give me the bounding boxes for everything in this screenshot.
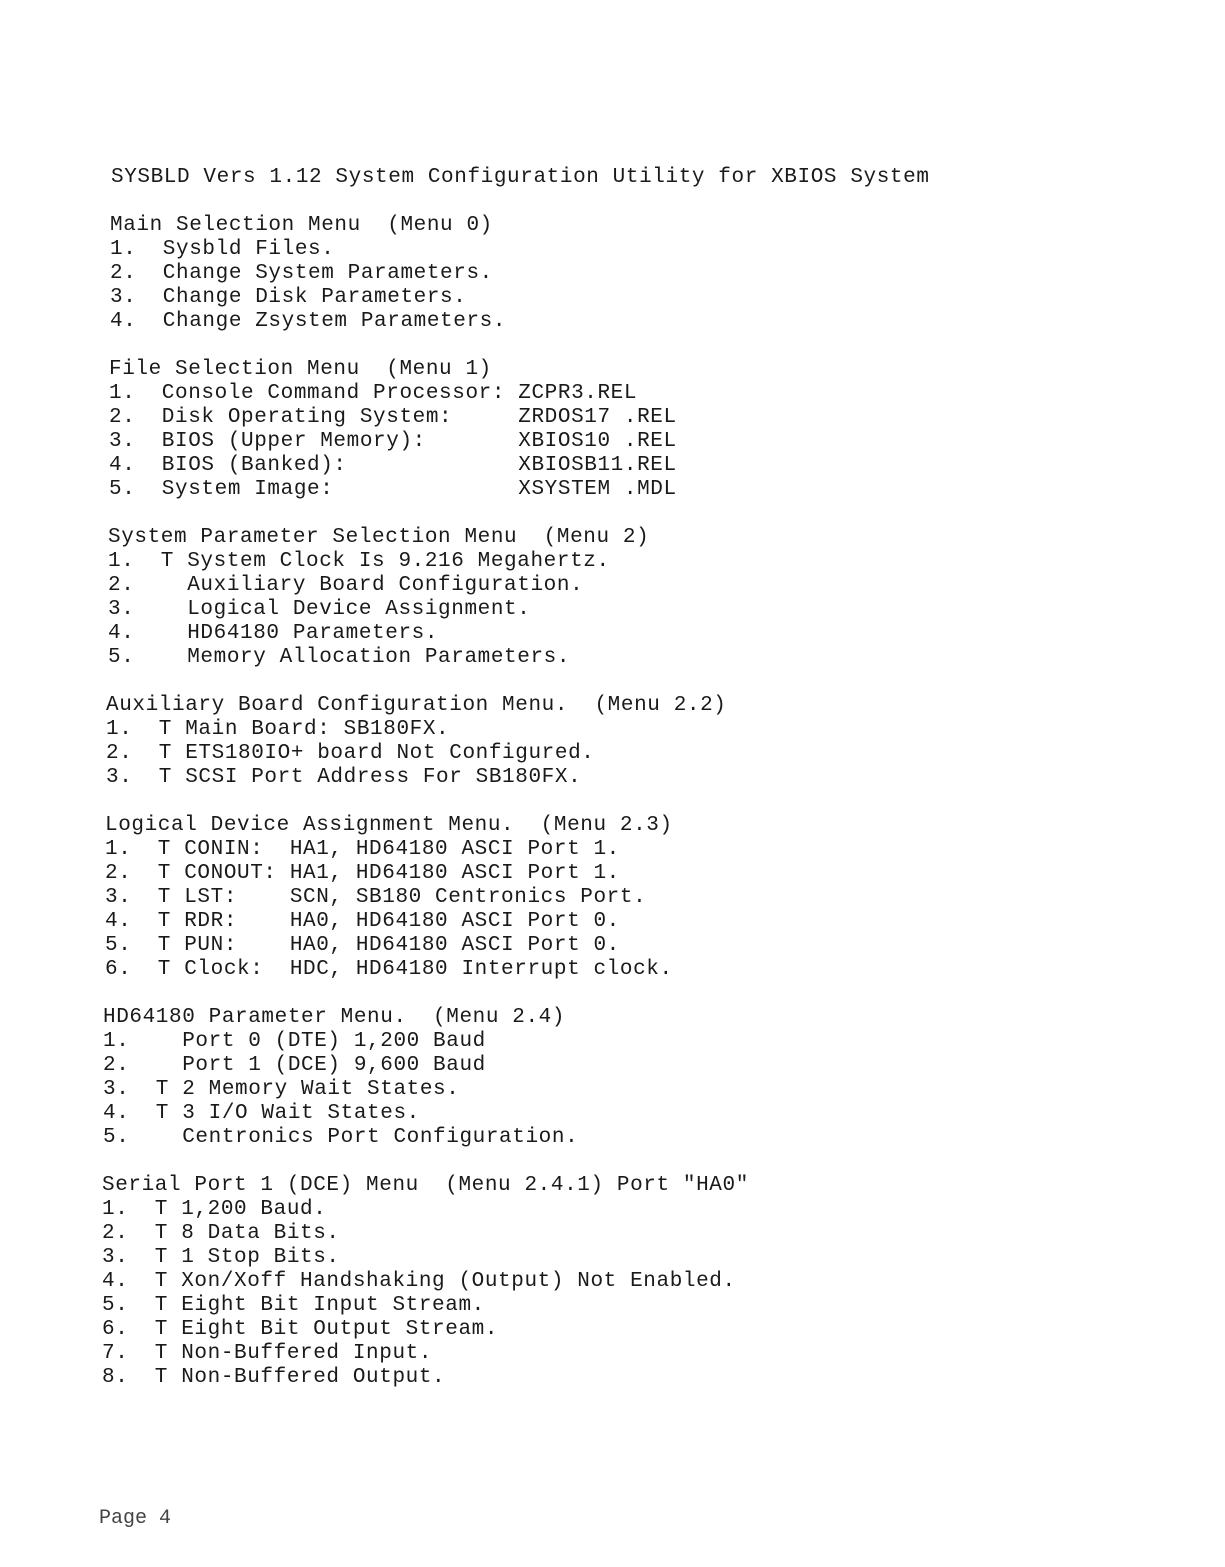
menu-item: 3. T 1 Stop Bits. <box>102 1246 340 1269</box>
menu-item: 5. System Image: XSYSTEM .MDL <box>109 478 677 501</box>
section-heading: HD64180 Parameter Menu. (Menu 2.4) <box>103 1006 566 1029</box>
page-number: Page 4 <box>99 1507 172 1530</box>
section-heading: Serial Port 1 (DCE) Menu (Menu 2.4.1) Port "HA0" <box>102 1174 749 1197</box>
menu-item: 1. T CONIN: HA1, HD64180 ASCI Port 1. <box>105 838 620 861</box>
menu-item: 7. T Non-Buffered Input. <box>102 1342 433 1365</box>
menu-item: 8. T Non-Buffered Output. <box>102 1366 446 1389</box>
menu-item: 4. T RDR: HA0, HD64180 ASCI Port 0. <box>105 910 620 933</box>
menu-item: 5. Memory Allocation Parameters. <box>108 646 571 669</box>
menu-item: 1. T 1,200 Baud. <box>102 1198 327 1221</box>
menu-item: 1. Port 0 (DTE) 1,200 Baud <box>103 1030 486 1053</box>
section-heading: File Selection Menu (Menu 1) <box>109 358 492 381</box>
menu-item: 1. T Main Board: SB180FX. <box>106 718 450 741</box>
section-heading: Main Selection Menu (Menu 0) <box>110 214 493 237</box>
menu-item: 1. Console Command Processor: ZCPR3.REL <box>109 382 638 405</box>
menu-item: 1. T System Clock Is 9.216 Megahertz. <box>108 550 610 573</box>
menu-item: 2. T CONOUT: HA1, HD64180 ASCI Port 1. <box>105 862 620 885</box>
menu-item: 3. T 2 Memory Wait States. <box>103 1078 460 1101</box>
utility-title: SYSBLD Vers 1.12 System Configuration Utility for XBIOS System <box>111 166 930 189</box>
menu-item: 2. T 8 Data Bits. <box>102 1222 340 1245</box>
menu-item: 5. T Eight Bit Input Stream. <box>102 1294 485 1317</box>
menu-item: 4. HD64180 Parameters. <box>108 622 439 645</box>
menu-item: 3. Change Disk Parameters. <box>110 286 467 309</box>
menu-item: 6. T Eight Bit Output Stream. <box>102 1318 499 1341</box>
menu-item: 5. T PUN: HA0, HD64180 ASCI Port 0. <box>105 934 620 957</box>
menu-item: 2. T ETS180IO+ board Not Configured. <box>106 742 595 765</box>
menu-item: 5. Centronics Port Configuration. <box>103 1126 579 1149</box>
section-heading: System Parameter Selection Menu (Menu 2) <box>108 526 650 549</box>
section-heading: Auxiliary Board Configuration Menu. (Menu 2.2) <box>106 694 727 717</box>
menu-item: 3. BIOS (Upper Memory): XBIOS10 .REL <box>109 430 677 453</box>
menu-item: 4. T 3 I/O Wait States. <box>103 1102 420 1125</box>
menu-item: 2. Disk Operating System: ZRDOS17 .REL <box>109 406 677 429</box>
menu-item: 3. T SCSI Port Address For SB180FX. <box>106 766 582 789</box>
menu-item: 3. T LST: SCN, SB180 Centronics Port. <box>105 886 647 909</box>
menu-item: 4. Change Zsystem Parameters. <box>110 310 507 333</box>
menu-item: 2. Change System Parameters. <box>110 262 493 285</box>
menu-item: 4. T Xon/Xoff Handshaking (Output) Not Enabled. <box>102 1270 736 1293</box>
menu-item: 1. Sysbld Files. <box>110 238 335 261</box>
section-heading: Logical Device Assignment Menu. (Menu 2.3) <box>105 814 673 837</box>
menu-item: 2. Port 1 (DCE) 9,600 Baud <box>103 1054 486 1077</box>
menu-item: 6. T Clock: HDC, HD64180 Interrupt clock. <box>105 958 673 981</box>
menu-item: 2. Auxiliary Board Configuration. <box>108 574 584 597</box>
menu-item: 4. BIOS (Banked): XBIOSB11.REL <box>109 454 677 477</box>
menu-item: 3. Logical Device Assignment. <box>108 598 531 621</box>
